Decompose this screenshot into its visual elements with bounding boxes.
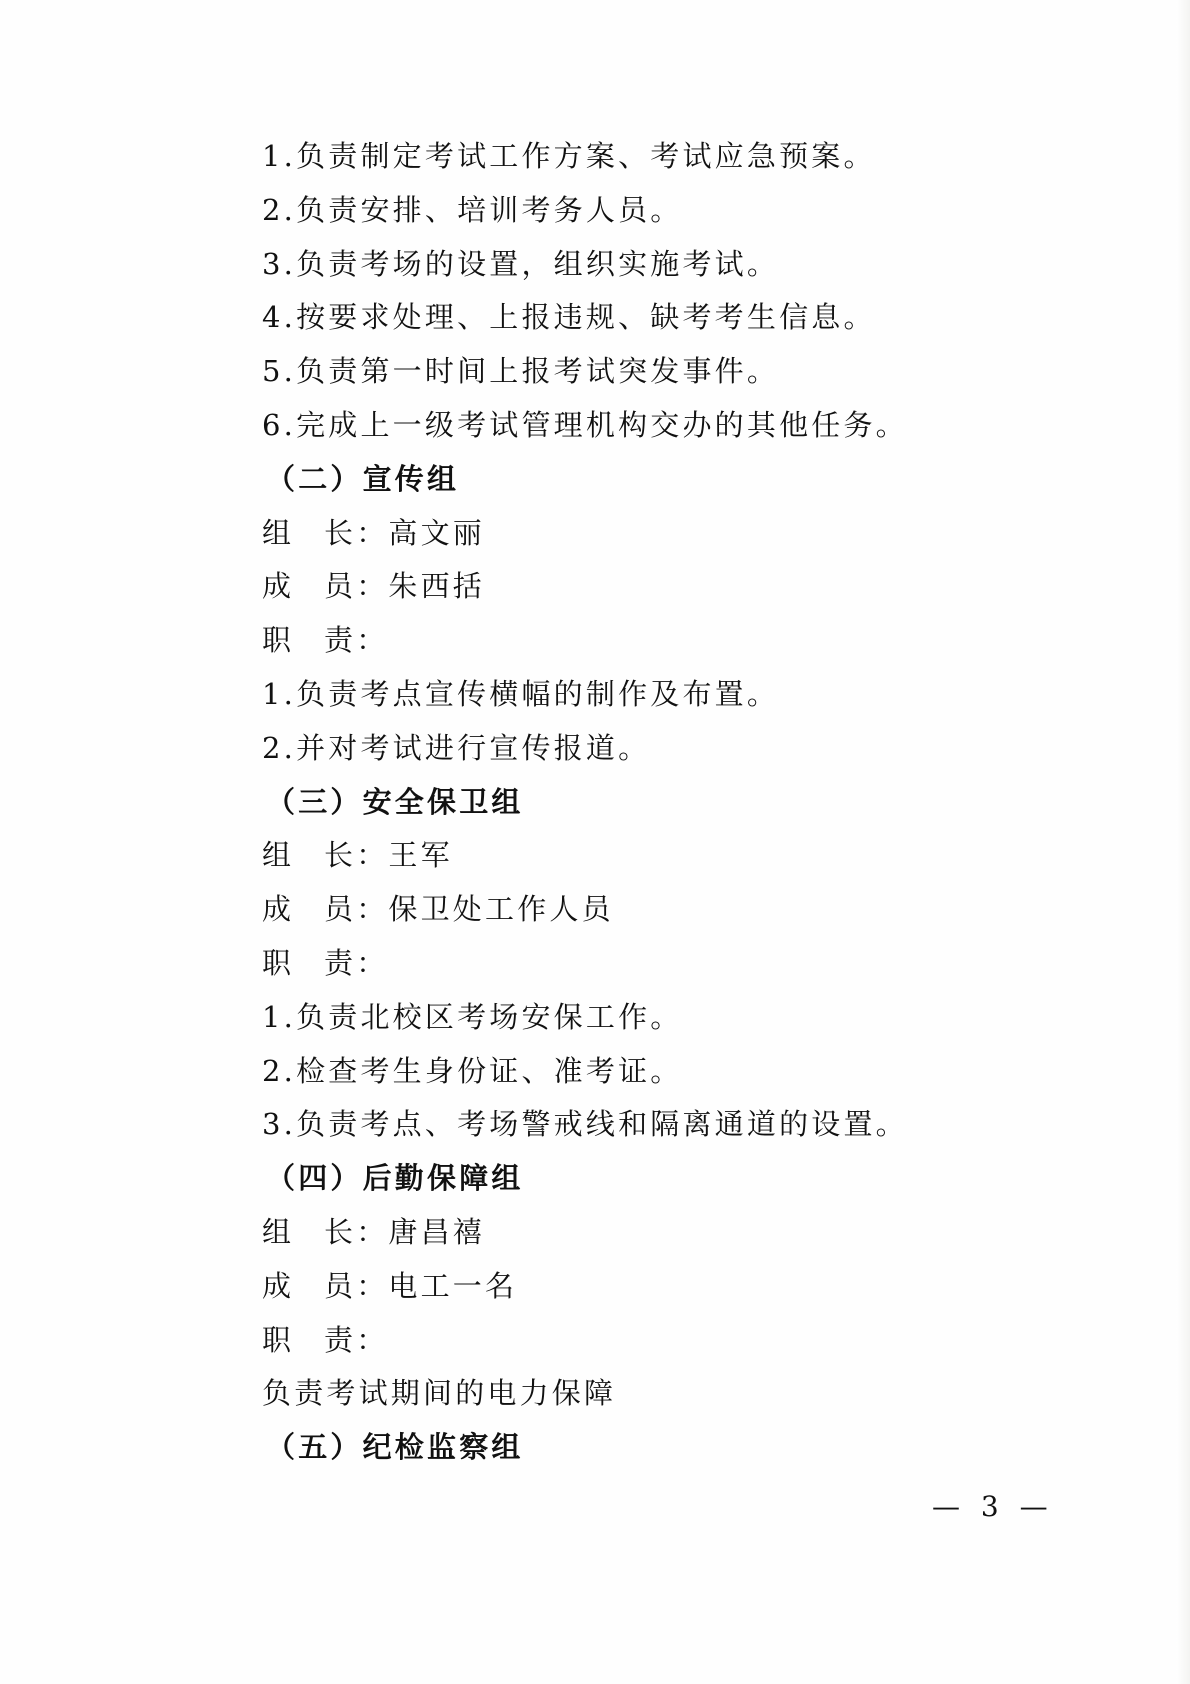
field-value: ： bbox=[356, 945, 389, 980]
field-value: ：电工一名 bbox=[356, 1268, 518, 1303]
list-item: 3.负责考点、考场警戒线和隔离通道的设置。 bbox=[262, 1107, 908, 1142]
field-label-char: 职 bbox=[262, 945, 295, 980]
list-item: 5.负责第一时间上报考试突发事件。 bbox=[262, 354, 780, 389]
list-item: 1.负责制定考试工作方案、考试应急预案。 bbox=[262, 139, 876, 173]
field-label-char: 成 bbox=[262, 569, 295, 604]
field-row bbox=[262, 507, 1062, 561]
list-item: 3.负责考场的设置，组织实施考试。 bbox=[262, 246, 780, 281]
field-value: ： bbox=[356, 1322, 389, 1357]
field-label-char: 成 bbox=[262, 1268, 295, 1303]
list-item: 2.检查考生身份证、准考证。 bbox=[262, 1053, 683, 1088]
field-row bbox=[262, 1260, 1062, 1314]
field-label-char: 员 bbox=[324, 569, 357, 604]
field-label-char: 长 bbox=[324, 515, 357, 550]
field-row bbox=[262, 614, 1062, 668]
section-heading: （五）纪检监察组 bbox=[266, 1430, 524, 1465]
field-row bbox=[262, 1206, 1062, 1260]
field-label-char: 责 bbox=[324, 1322, 357, 1357]
list-item: 1.负责北校区考场安保工作。 bbox=[262, 999, 683, 1034]
document-body bbox=[262, 130, 1062, 1475]
field-value: ：朱西括 bbox=[356, 569, 486, 604]
field-label-char: 职 bbox=[262, 1322, 295, 1357]
field-label-char: 责 bbox=[324, 945, 357, 980]
field-value: ：高文丽 bbox=[356, 515, 486, 550]
field-label-char: 员 bbox=[324, 1268, 357, 1303]
field-row bbox=[262, 560, 1062, 614]
section-heading: （三）安全保卫组 bbox=[266, 784, 524, 819]
field-value: ：王军 bbox=[356, 838, 453, 873]
field-value: ：保卫处工作人员 bbox=[356, 892, 614, 927]
list-item: 2.负责安排、培训考务人员。 bbox=[262, 192, 683, 227]
scan-edge bbox=[1176, 0, 1190, 1684]
field-value: ： bbox=[356, 623, 389, 658]
field-label-char: 责 bbox=[324, 623, 357, 658]
field-row bbox=[262, 883, 1062, 937]
field-label-char: 职 bbox=[262, 623, 295, 658]
field-row bbox=[262, 1314, 1062, 1368]
list-item: 6.完成上一级考试管理机构交办的其他任务。 bbox=[262, 407, 908, 442]
page-number: — 3 — bbox=[932, 1490, 1054, 1523]
field-row bbox=[262, 829, 1062, 883]
list-item: 2.并对考试进行宣传报道。 bbox=[262, 730, 651, 765]
list-item: 1.负责考点宣传横幅的制作及布置。 bbox=[262, 676, 780, 711]
field-label-char: 组 bbox=[262, 1214, 295, 1249]
field-label-char: 组 bbox=[262, 515, 295, 550]
field-label-char: 组 bbox=[262, 838, 295, 873]
field-label-char: 长 bbox=[324, 838, 357, 873]
field-label-char: 成 bbox=[262, 892, 295, 927]
list-item: 4.按要求处理、上报违规、缺考考生信息。 bbox=[262, 300, 876, 335]
field-label-char: 长 bbox=[324, 1214, 357, 1249]
field-row bbox=[262, 937, 1062, 991]
field-value: ：唐昌禧 bbox=[356, 1214, 486, 1249]
field-label-char: 员 bbox=[324, 892, 357, 927]
section-heading: （二）宣传组 bbox=[266, 461, 460, 496]
list-item: 负责考试期间的电力保障 bbox=[262, 1376, 617, 1411]
section-heading: （四）后勤保障组 bbox=[266, 1161, 524, 1196]
